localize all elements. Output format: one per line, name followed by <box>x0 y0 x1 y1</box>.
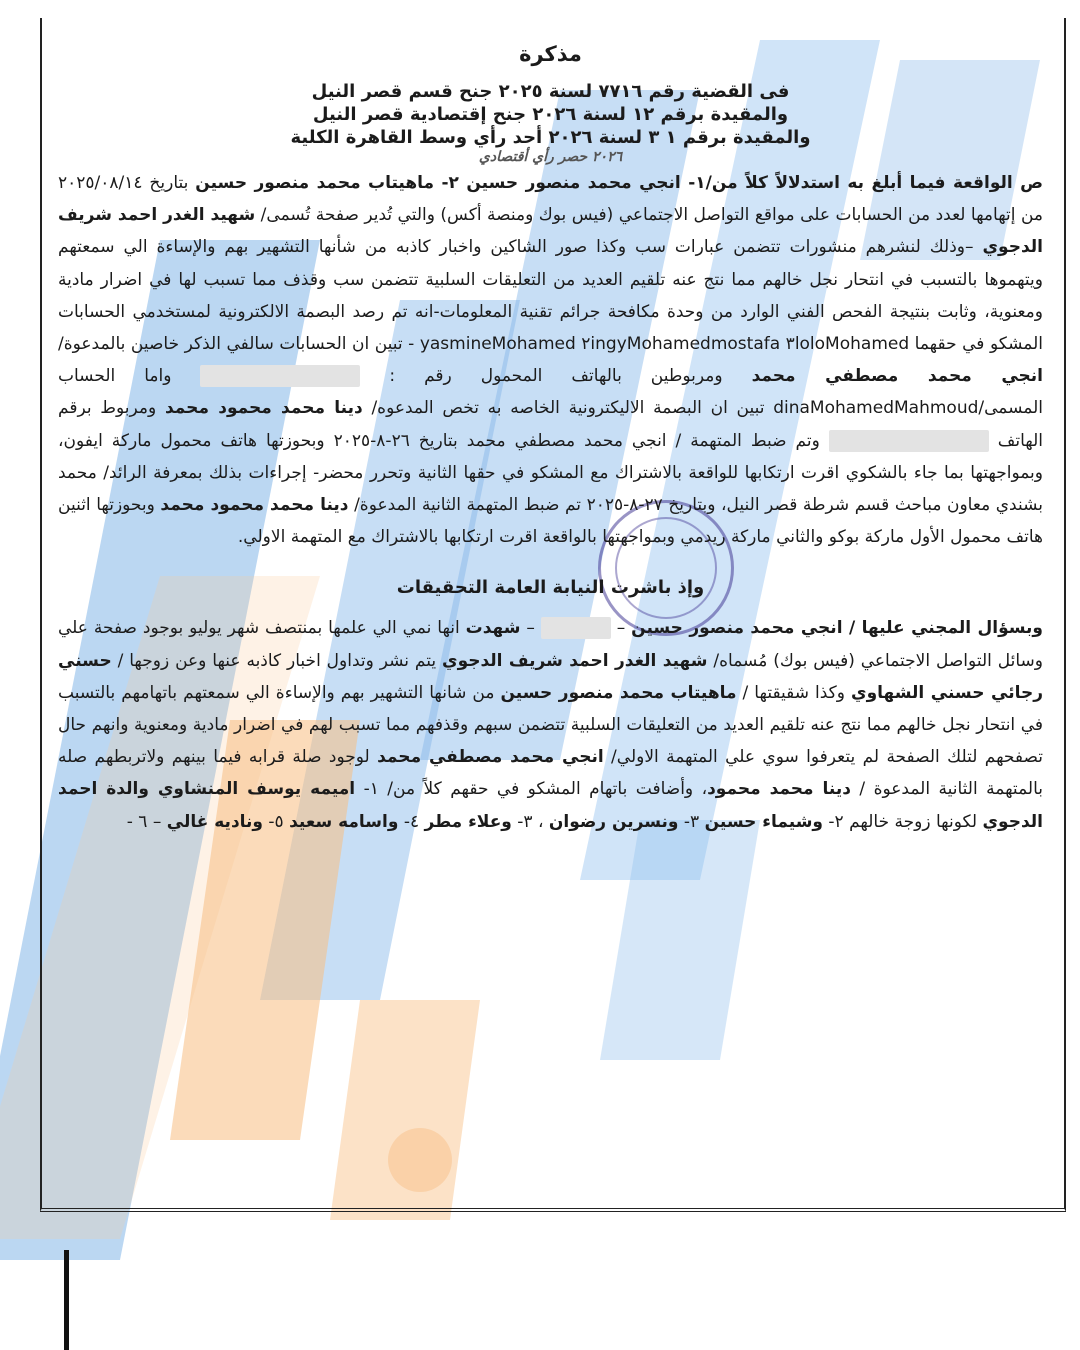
case-line-2: والمقيدة برقم ١٢ لسنة ٢٠٢٦ جنح إقتصادية قصر النيل <box>312 104 789 125</box>
page-edge-mark <box>64 1250 69 1350</box>
text-run-paragraph2b-0: – <box>520 618 541 639</box>
redacted-phone-2 <box>829 430 989 452</box>
text-run-paragraph1-2: بتاريخ ٢٠٢٥/٠٨/١٤ من إتهامها لعدد من الحسابات على مواقع التواصل الاجتماعي (فيس بوك ومنصة أكس) والتي تُدير صفحة تُسمى/ <box>58 173 1043 226</box>
bold-run-paragraph2b-11: دينا محمد محمود <box>707 779 851 800</box>
bold-run-paragraph2b-5: حسني رجائي حسني الشهاوي <box>58 650 1044 703</box>
text-run-paragraph1d-0: تبين ان البصمة الاليكترونية الخاصه به تخص المدعوه/ <box>362 398 774 419</box>
case-header <box>58 80 1043 165</box>
text-run-paragraph2b-10: لوجود صلة قرابه فيما بينهم ولاتربطهم صله بالمتهمة الثانية المدعوة / <box>58 747 1043 800</box>
text-run-paragraph2b-24: – ٦ - <box>126 811 167 832</box>
text-run-paragraph1e-2: وبحوزتها اثنين هاتف محمول الأول ماركة بوكو والثاني ماركة ريدمي وبمواجهتها بالواقعة اقرت ارتكابها بالاشتراك مع المتهمة الاولي. <box>58 495 1043 548</box>
redacted-id <box>541 617 611 639</box>
accounts-list: yasmineMohamed ٢ingyMohamedmostafa ٣loloMohamed <box>419 334 910 355</box>
text-run-paragraph2b-4: يتم نشر وتداول اخبار كاذبه عنها وعن زوجها / <box>111 650 442 671</box>
memo-document <box>58 40 1043 838</box>
document-title: مذكرة <box>519 42 582 66</box>
text-run-paragraph2b-20: ٤- <box>398 811 425 832</box>
bold-run-paragraph2b-9: انجي محمد مصطفي محمد <box>377 747 604 768</box>
facts-text <box>58 173 1043 354</box>
bold-run-paragraph2b-15: وشيماء حسين <box>704 811 823 832</box>
text-run-paragraph2b-6: وكذا شقيقتها / <box>736 682 851 703</box>
text-run-paragraph1d-2: ومربوط برقم الهاتف <box>58 398 1044 451</box>
bold-run-paragraph2b-13: اميمه يوسف المنشاوي والدة احمد الدجوي <box>58 779 1043 832</box>
text-run-paragraph2a-1: – <box>610 618 632 639</box>
bold-run-paragraph2a-0: وبسؤال المجني عليها / انجي محمد منصور حسين <box>631 618 1044 639</box>
text-run-paragraph1b-0: - تبين ان الحسابات سالفي الذكر خاصين بالمدعوة/ <box>58 334 420 355</box>
bold-run-paragraph1-0: ص الواقعة فيما أبلغ به استدلالاً كلاً من/١- <box>680 173 1043 193</box>
text-run-paragraph1b-2: ومربوطين بالهاتف المحمول رقم : <box>360 366 752 387</box>
case-line-1: فى القضية رقم ٧٧١٦ لسنة ٢٠٢٥ جنح قسم قصر النيل <box>311 81 790 102</box>
text-run-paragraph2b-16: ٣- <box>678 811 705 832</box>
bold-run-paragraph2b-17: ونسرين رضوان <box>548 811 679 832</box>
text-run-paragraph1e-0: وتم ضبط المتهمة / انجي محمد مصطفي محمد بتاريخ ٢٦-٨-٢٠٢٥ وبحوزتها هاتف محمول ماركة ايفون، وبمواجهتها بما جاء بالشكوي اقرت ارتكابها للواقعة بالاشتراك مع المشكو في حقها الثانية وتحرر محضر- إجراءات بذلك بمعرفة الرائد/ محمد بشندي معاون مباحث قسم شرطة قصر النيل، وبتاريخ ٢٧-٨-٢٠٢٥ تم ضبط المتهمة الثانية المدعوة/ <box>58 430 1043 516</box>
text-run-paragraph2b-14: لكونها زوجة خالهم ٢- <box>823 811 983 832</box>
bold-run-paragraph2b-7: ماهيتاب محمد منصور حسين <box>500 682 737 703</box>
bold-run-paragraph1-3: شهيد الغدر احمد شريف الدجوي <box>58 205 1043 258</box>
bold-run-paragraph2b-3: شهيد الغدر احمد شريف الدجوي <box>441 650 708 671</box>
text-run-paragraph2b-2: انها نمي الي علمها بمنتصف شهر يوليو بوجود صفحة علي وسائل التواصل الاجتماعي (فيس بوك) مُسماه/ <box>58 618 1043 671</box>
text-run-paragraph2b-12: ، وأضافت باتهام المشكو في حقهم كلاً من/ ١- <box>355 779 708 800</box>
redacted-phone-1 <box>200 365 360 387</box>
handwritten-note: ٢٠٢٦ حصر رأي أقتصادي <box>478 149 623 165</box>
bold-run-paragraph1e-1: دينا محمد محمود محمد <box>160 495 349 516</box>
text-run-paragraph2b-18: ، ٣- <box>511 811 549 832</box>
bold-run-paragraph1d-1: دينا محمد محمود محمد <box>164 398 363 419</box>
bold-run-paragraph2b-19: وعلاء مطر <box>424 811 512 832</box>
text-run-paragraph2b-8: من شانها التشهير بهم والإساءة الي سمعتهم باتهامهم بالتسبب في انتحار نجل خالهم مما نتج عنه تلقيم العديد من التعليقات السلبية تتضمن سبهم وقذفهم مما تسبب لهم في اضرار مادية ومعنوية وانهم حال تصفحهم لتلك الصفحة لم يتعرفوا سوي علي المتهمة الاولي/ <box>58 682 1043 768</box>
text-run-paragraph2b-22: ٥- <box>263 811 290 832</box>
investigation-paragraph <box>58 612 1043 837</box>
section-title: وإذ باشرت النيابة العامة التحقيقات <box>396 577 705 599</box>
bold-run-paragraph2b-21: واسامه سعيد <box>289 811 399 832</box>
account-dina: dinaMohamedMahmoud <box>773 398 979 419</box>
bold-run-paragraph1b-1: انجي محمد مصطفي محمد <box>751 366 1043 387</box>
bold-run-paragraph1-1: انجي محمد منصور حسين ٢- ماهيتاب محمد منصور حسين <box>195 173 681 193</box>
investigation-text-2 <box>58 618 1043 831</box>
bold-run-paragraph2b-23: وناديه غالي <box>166 811 263 832</box>
investigation-text <box>611 618 1043 638</box>
facts-paragraph <box>58 167 1043 553</box>
text-run-paragraph1c-0: واما الحساب المسمى/ <box>58 366 1044 419</box>
text-run-paragraph1-4: –وذلك لنشرهم منشورات تتضمن عبارات سب وكذا صور الشاكين واخبار كاذبه من شأنها التشهير بهم والإساءة الي سمعتهم ويتهموها بالتسبب في انتحار نجل خالهم مما نتج عنه تلقيم العديد من التعليقات السلبية تتضمن سب وقذف مما تسبب لها في اضرار مادية ومعنوية، وثابت بنتيجة الفحص الفني الوارد من وحدة مكافحة جرائم تقنية المعلومات-انه تم رصد البصمة الالكترونية لمستخدمي الحسابات المشكو في حقهما <box>58 237 1044 355</box>
bold-run-paragraph2b-1: شهدت <box>465 618 521 639</box>
case-line-3: والمقيدة برقم ١ ٣ لسنة ٢٠٢٦ أحد رأي وسط القاهرة الكلية <box>290 127 811 148</box>
